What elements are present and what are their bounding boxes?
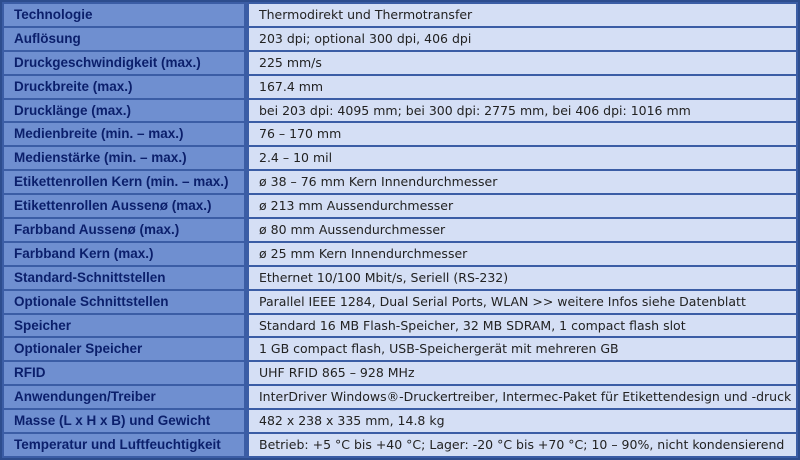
spec-value: InterDriver Windows®-Druckertreiber, Intermec-Paket für Etikettendesign und -druck <box>249 386 796 410</box>
spec-row <box>4 362 796 386</box>
spec-label: Druckgeschwindigkeit (max.) <box>4 52 244 76</box>
spec-row <box>4 52 796 76</box>
spec-value: ø 38 – 76 mm Kern Innendurchmesser <box>249 171 796 195</box>
spec-value: 167.4 mm <box>249 76 796 100</box>
spec-label: Farbband Kern (max.) <box>4 243 244 267</box>
spec-label: Medienbreite (min. – max.) <box>4 123 244 147</box>
spec-value: 482 x 238 x 335 mm, 14.8 kg <box>249 410 796 434</box>
spec-value: UHF RFID 865 – 928 MHz <box>249 362 796 386</box>
spec-row <box>4 386 796 410</box>
spec-row <box>4 219 796 243</box>
spec-row <box>4 76 796 100</box>
spec-row <box>4 338 796 362</box>
spec-value: Standard 16 MB Flash-Speicher, 32 MB SDRAM, 1 compact flash slot <box>249 315 796 339</box>
spec-value: Thermodirekt und Thermotransfer <box>249 4 796 28</box>
spec-row <box>4 123 796 147</box>
spec-label: Optionaler Speicher <box>4 338 244 362</box>
spec-label: Etikettenrollen Aussenø (max.) <box>4 195 244 219</box>
spec-row <box>4 171 796 195</box>
spec-value: 2.4 – 10 mil <box>249 147 796 171</box>
spec-value: ø 25 mm Kern Innendurchmesser <box>249 243 796 267</box>
spec-value: Ethernet 10/100 Mbit/s, Seriell (RS-232) <box>249 267 796 291</box>
spec-value: Betrieb: +5 °C bis +40 °C; Lager: -20 °C bis +70 °C; 10 – 90%, nicht kondensierend <box>249 434 796 458</box>
spec-value: 225 mm/s <box>249 52 796 76</box>
spec-label: Farbband Aussenø (max.) <box>4 219 244 243</box>
spec-row <box>4 291 796 315</box>
spec-row <box>4 410 796 434</box>
spec-label: RFID <box>4 362 244 386</box>
spec-value: 1 GB compact flash, USB-Speichergerät mit mehreren GB <box>249 338 796 362</box>
spec-label: Speicher <box>4 315 244 339</box>
spec-value: 203 dpi; optional 300 dpi, 406 dpi <box>249 28 796 52</box>
spec-value: ø 80 mm Aussendurchmesser <box>249 219 796 243</box>
spec-label: Medienstärke (min. – max.) <box>4 147 244 171</box>
spec-label: Druckbreite (max.) <box>4 76 244 100</box>
spec-row <box>4 195 796 219</box>
spec-row <box>4 100 796 124</box>
spec-label: Standard-Schnittstellen <box>4 267 244 291</box>
spec-label: Drucklänge (max.) <box>4 100 244 124</box>
spec-label: Auflösung <box>4 28 244 52</box>
spec-label: Technologie <box>4 4 244 28</box>
spec-row <box>4 267 796 291</box>
spec-row <box>4 315 796 339</box>
spec-row <box>4 243 796 267</box>
spec-row <box>4 4 796 28</box>
spec-value: Parallel IEEE 1284, Dual Serial Ports, WLAN >> weitere Infos siehe Datenblatt <box>249 291 796 315</box>
spec-label: Etikettenrollen Kern (min. – max.) <box>4 171 244 195</box>
spec-value: bei 203 dpi: 4095 mm; bei 300 dpi: 2775 mm, bei 406 dpi: 1016 mm <box>249 100 796 124</box>
spec-value: ø 213 mm Aussendurchmesser <box>249 195 796 219</box>
spec-label: Optionale Schnittstellen <box>4 291 244 315</box>
spec-row <box>4 434 796 458</box>
spec-row <box>4 28 796 52</box>
spec-row <box>4 147 796 171</box>
spec-label: Temperatur und Luftfeuchtigkeit <box>4 434 244 458</box>
spec-value: 76 – 170 mm <box>249 123 796 147</box>
spec-label: Anwendungen/Treiber <box>4 386 244 410</box>
spec-label: Masse (L x H x B) und Gewicht <box>4 410 244 434</box>
